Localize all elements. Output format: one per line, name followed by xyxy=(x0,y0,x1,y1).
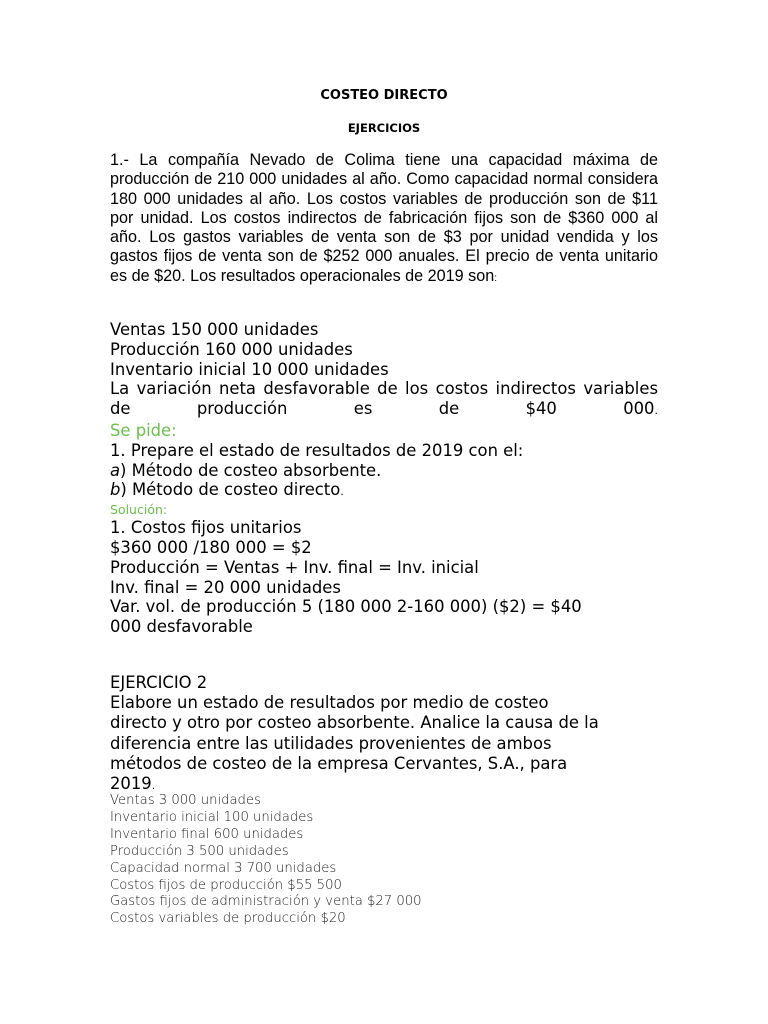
solution-line: Var. vol. de producción 5 (180 000 2-160 000) ($2) = $40 xyxy=(110,597,582,617)
list-item: Ventas 3 000 unidades xyxy=(110,793,261,808)
option-b-end: . xyxy=(340,485,344,499)
option-b-letter: b xyxy=(110,480,121,500)
solution-line: 000 desfavorable xyxy=(110,617,253,637)
exercise-2-line: Elabore un estado de resultados por medio de costeo xyxy=(110,693,549,713)
document-subtitle: EJERCICIOS xyxy=(347,121,421,135)
solucion-heading: Solución: xyxy=(110,502,168,518)
list-item: Gastos fijos de administración y venta $27 000 xyxy=(110,894,422,910)
exercise-2-year: 2019 xyxy=(110,774,152,794)
variance-note xyxy=(110,379,658,421)
exercise-2-line: directo y otro por costeo absorbente. Analice la causa de la xyxy=(110,713,599,733)
list-item: Inventario inicial 100 unidades xyxy=(110,809,314,825)
document-title: COSTEO DIRECTO xyxy=(320,88,448,103)
data-line: Producción 160 000 unidades xyxy=(110,339,353,359)
solution-line: $360 000 /180 000 = $2 xyxy=(110,537,312,557)
data-line: Ventas 150 000 unidades xyxy=(110,320,319,339)
exercise-1-text: 1.- La compañía Nevado de Colima tiene una capacidad máxima de producción de 210 000 unidades al año. Como capacidad normal considera 180 000 unidades al año. Los costos variables de producción son de $11 por unidad. Los costos indirectos de fabricación fijos son de $360 000 al año. Los gastos variables de venta son de $3 por unidad vendida y los gastos fijos de venta son de $252 000 anuales. El precio de venta unitario es de $20. Los resultados operacionales de 2019 son xyxy=(110,151,658,285)
exercise-1-colon: : xyxy=(494,272,498,284)
exercise-2-end: . xyxy=(151,779,156,793)
list-item: Capacidad normal 3 700 unidades xyxy=(110,860,337,876)
option-a-letter: a xyxy=(110,460,121,480)
solution-line: Producción = Ventas + Inv. final = Inv. inicial xyxy=(110,557,479,577)
option-a xyxy=(110,461,658,481)
solution-line: Inv. final = 20 000 unidades xyxy=(110,577,341,597)
variance-note-text: La variación neta desfavorable de los costos indirectos variables de producción es de $40 000 xyxy=(110,379,658,419)
option-b-text: ) Método de costeo directo xyxy=(120,480,341,500)
exercise-2-heading: EJERCICIO 2 xyxy=(110,673,208,692)
exercise-2-line: métodos de costeo de la empresa Cervantes, S.A., para xyxy=(110,753,568,773)
exercise-2-data-list xyxy=(110,793,658,928)
list-item: Costos variables de producción $20 xyxy=(110,911,346,927)
variance-note-end: . xyxy=(654,404,658,418)
option-a-text: ) Método de costeo absorbente. xyxy=(120,460,382,480)
data-line: Inventario inicial 10 000 unidades xyxy=(110,359,389,379)
list-item: Producción 3 500 unidades xyxy=(110,843,289,859)
exercise-1-data xyxy=(110,320,658,637)
requirement-line: 1. Prepare el estado de resultados de 2019 con el: xyxy=(110,440,524,460)
solution-line: 1. Costos fijos unitarios xyxy=(110,518,302,538)
exercise-2 xyxy=(110,673,658,796)
se-pide-heading: Se pide: xyxy=(110,420,177,440)
exercise-2-line: diferencia entre las utilidades provenientes de ambos xyxy=(110,733,552,753)
option-b xyxy=(110,480,658,502)
list-item: Costos fijos de producción $55 500 xyxy=(110,877,342,893)
exercise-1-statement xyxy=(110,151,658,288)
list-item: Inventario final 600 unidades xyxy=(110,826,304,842)
